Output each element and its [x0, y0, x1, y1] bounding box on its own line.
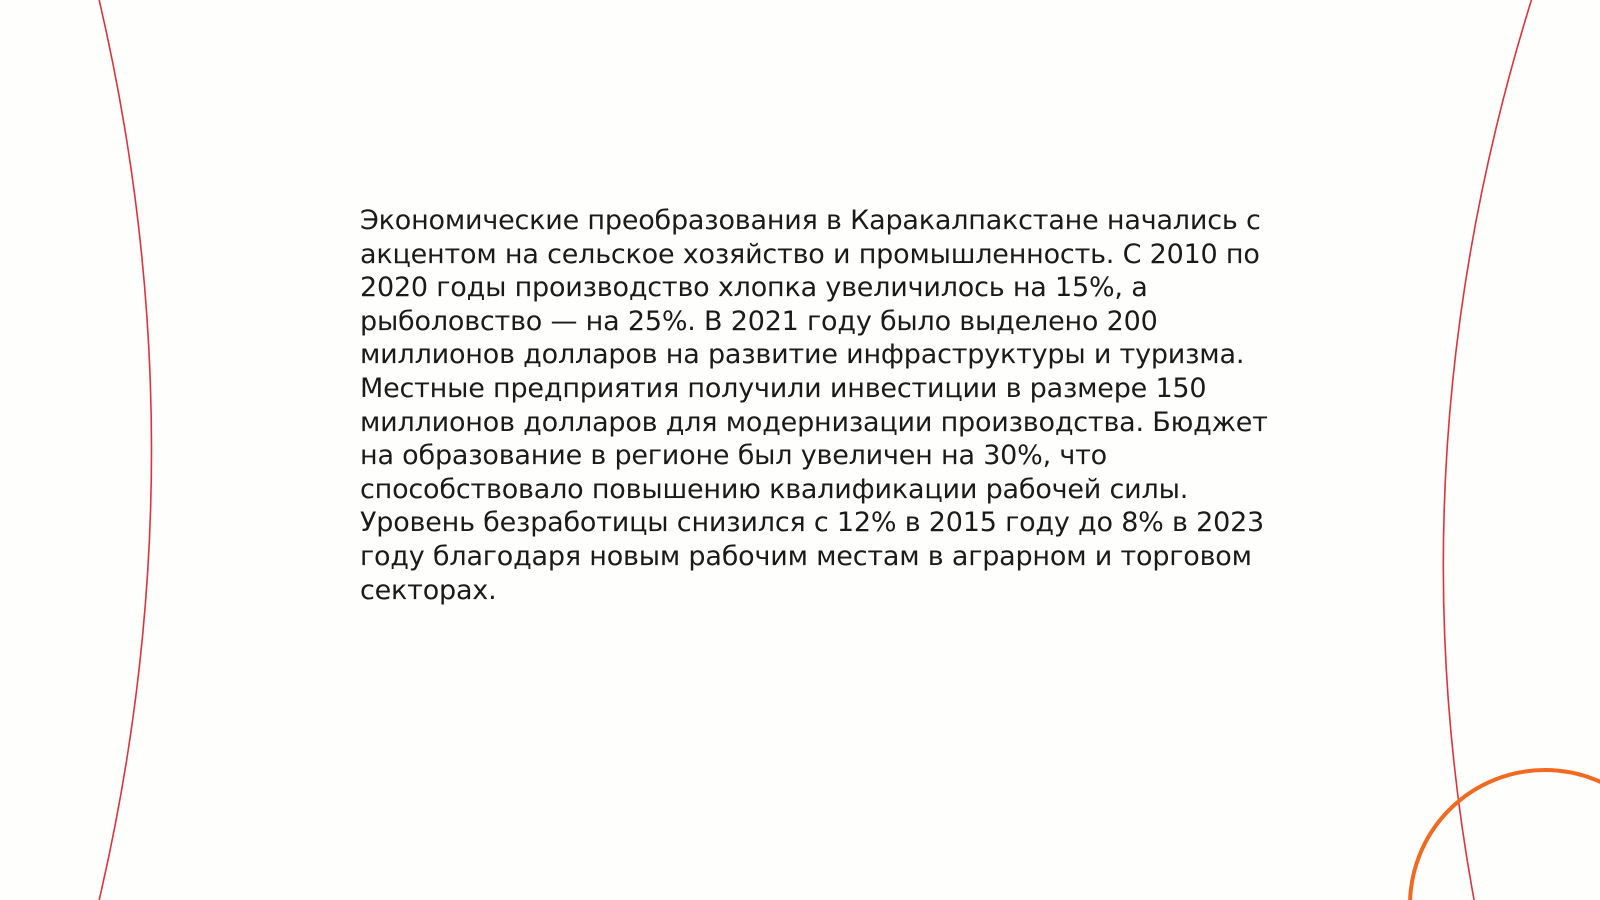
body-paragraph [360, 204, 1268, 607]
orange-arc [1410, 770, 1600, 900]
body-line: акцентом на сельское хозяйство и промышленность. С 2010 по [360, 238, 1260, 270]
body-line: секторах. [360, 574, 497, 606]
right-curve [1443, 0, 1533, 900]
left-curve [98, 0, 152, 900]
body-line: 2020 годы производство хлопка увеличилось на 15%, а [360, 272, 1148, 304]
body-line: миллионов долларов для модернизации производства. Бюджет [360, 406, 1268, 438]
body-line: году благодаря новым рабочим местам в аграрном и торговом [360, 540, 1252, 572]
body-line: Уровень безработицы снизился с 12% в 2015 году до 8% в 2023 [360, 507, 1265, 539]
body-line: Экономические преобразования в Каракалпакстане начались с [360, 205, 1261, 236]
body-line: рыболовство — на 25%. В 2021 году было выделено 200 [360, 305, 1158, 337]
body-line: Местные предприятия получили инвестиции в размере 150 [360, 372, 1207, 404]
body-line: миллионов долларов на развитие инфраструктуры и туризма. [360, 339, 1245, 371]
body-line: способствовало повышению квалификации рабочей силы. [360, 473, 1189, 505]
body-line: на образование в регионе был увеличен на 30%, что [360, 440, 1107, 472]
